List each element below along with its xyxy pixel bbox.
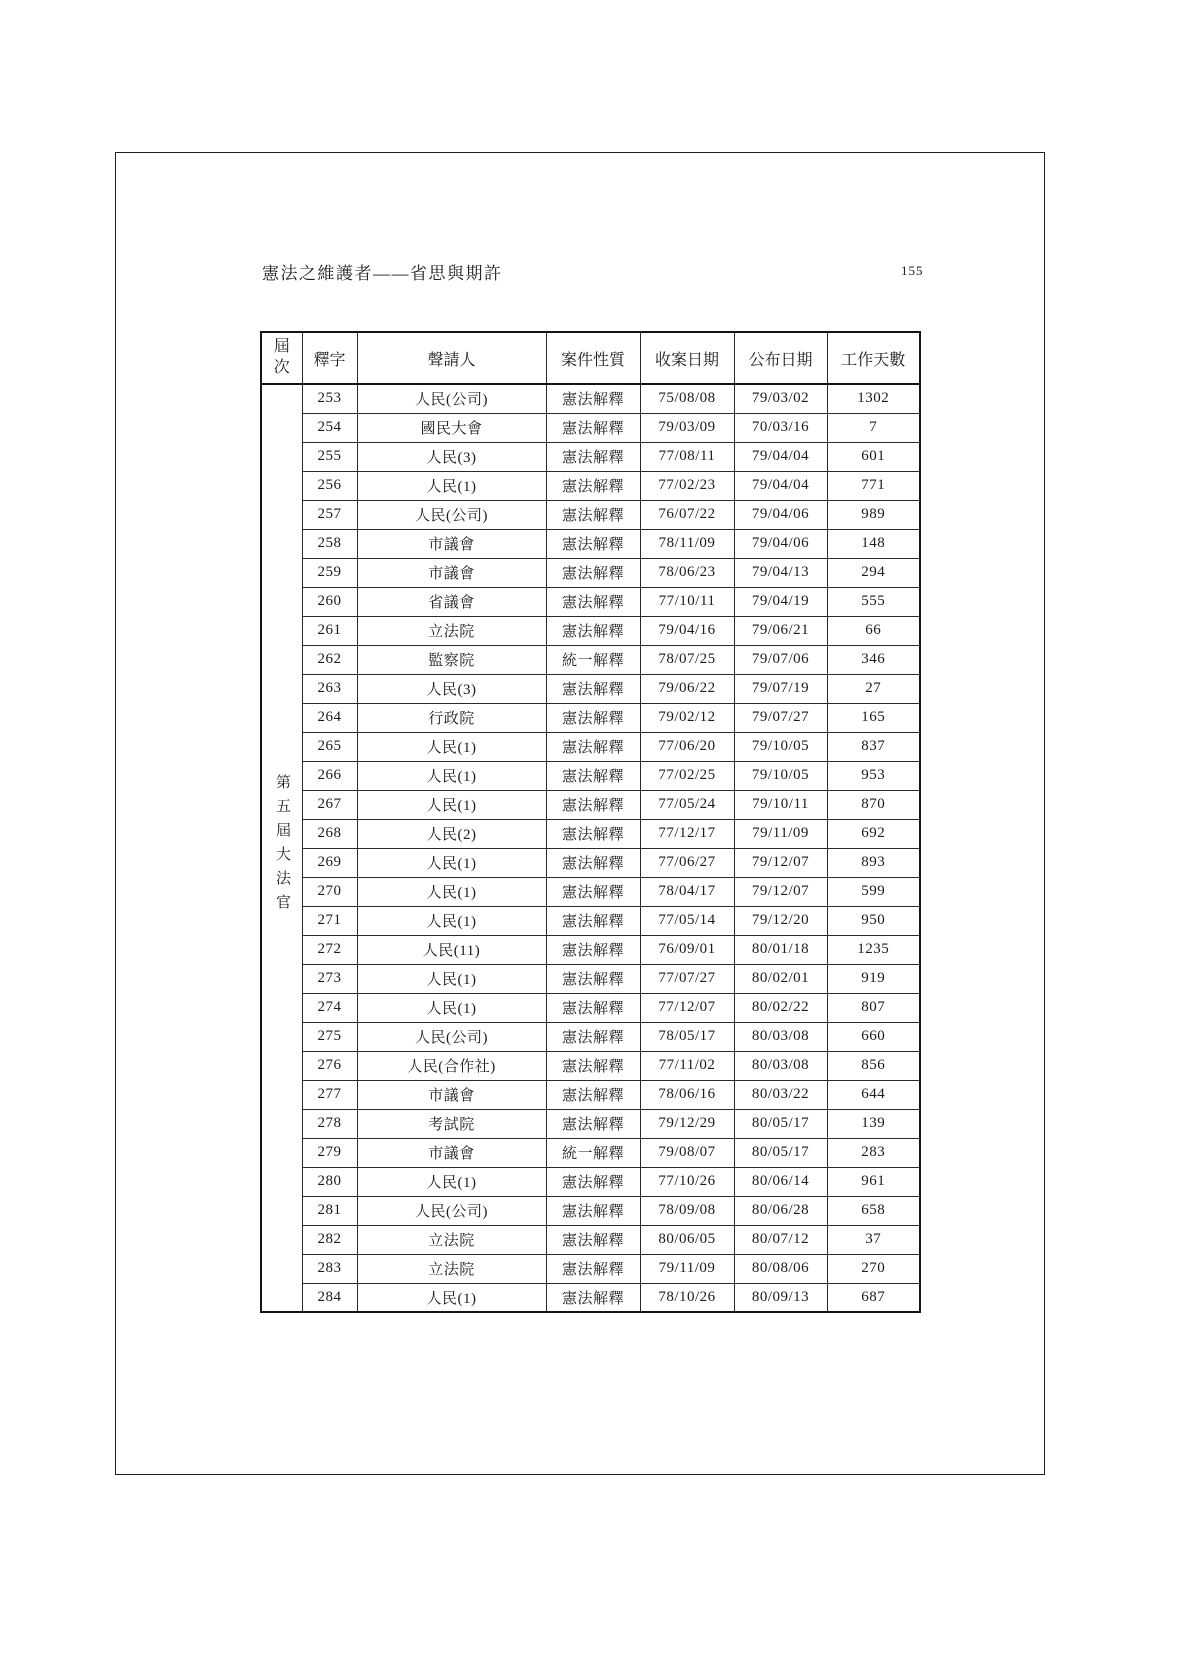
era-label-cell — [261, 384, 302, 1312]
table-row — [261, 1109, 920, 1138]
cell-received: 78/10/26 — [640, 1283, 734, 1312]
cell-no: 261 — [302, 616, 357, 645]
cell-no: 270 — [302, 877, 357, 906]
cell-received: 78/07/25 — [640, 645, 734, 674]
cell-case-type: 憲法解釋 — [546, 1051, 640, 1080]
cell-no: 266 — [302, 761, 357, 790]
cell-received: 77/11/02 — [640, 1051, 734, 1080]
table-row — [261, 935, 920, 964]
cell-no: 258 — [302, 529, 357, 558]
cell-no: 263 — [302, 674, 357, 703]
cell-case-type: 憲法解釋 — [546, 848, 640, 877]
cell-received: 77/02/25 — [640, 761, 734, 790]
cell-work-days: 953 — [827, 761, 920, 790]
cell-applicant: 人民(1) — [357, 1167, 546, 1196]
cell-published: 80/08/06 — [734, 1254, 827, 1283]
cell-no: 262 — [302, 645, 357, 674]
cell-received: 78/05/17 — [640, 1022, 734, 1051]
cell-published: 80/06/28 — [734, 1196, 827, 1225]
cell-received: 77/05/14 — [640, 906, 734, 935]
cell-no: 274 — [302, 993, 357, 1022]
cell-applicant: 立法院 — [357, 1225, 546, 1254]
table-row — [261, 993, 920, 1022]
cell-work-days: 837 — [827, 732, 920, 761]
cell-published: 80/03/08 — [734, 1022, 827, 1051]
cell-case-type: 憲法解釋 — [546, 1283, 640, 1312]
cell-applicant: 監察院 — [357, 645, 546, 674]
table-row — [261, 500, 920, 529]
cell-work-days: 1302 — [827, 384, 920, 413]
cell-published: 79/07/19 — [734, 674, 827, 703]
table-row — [261, 616, 920, 645]
cell-received: 78/11/09 — [640, 529, 734, 558]
cell-case-type: 憲法解釋 — [546, 732, 640, 761]
cell-case-type: 憲法解釋 — [546, 1196, 640, 1225]
cell-no: 259 — [302, 558, 357, 587]
table-row — [261, 1196, 920, 1225]
table-row — [261, 1080, 920, 1109]
cell-applicant: 考試院 — [357, 1109, 546, 1138]
cell-applicant: 人民(1) — [357, 964, 546, 993]
cell-work-days: 7 — [827, 413, 920, 442]
col-header-received: 收案日期 — [640, 332, 734, 384]
cell-received: 77/07/27 — [640, 964, 734, 993]
cell-applicant: 人民(1) — [357, 732, 546, 761]
cell-case-type: 憲法解釋 — [546, 1167, 640, 1196]
cell-received: 77/10/11 — [640, 587, 734, 616]
cell-published: 80/05/17 — [734, 1109, 827, 1138]
cell-case-type: 憲法解釋 — [546, 471, 640, 500]
cell-no: 267 — [302, 790, 357, 819]
cell-published: 80/09/13 — [734, 1283, 827, 1312]
cell-applicant: 人民(公司) — [357, 1022, 546, 1051]
cell-case-type: 憲法解釋 — [546, 906, 640, 935]
cell-applicant: 立法院 — [357, 616, 546, 645]
cell-no: 276 — [302, 1051, 357, 1080]
cell-work-days: 856 — [827, 1051, 920, 1080]
cell-no: 257 — [302, 500, 357, 529]
cell-applicant: 人民(1) — [357, 761, 546, 790]
cell-work-days: 148 — [827, 529, 920, 558]
table-row — [261, 819, 920, 848]
cell-published: 79/12/07 — [734, 877, 827, 906]
cell-no: 280 — [302, 1167, 357, 1196]
table-row — [261, 877, 920, 906]
cell-case-type: 統一解釋 — [546, 1138, 640, 1167]
table-header-row — [261, 332, 920, 384]
cell-received: 77/06/27 — [640, 848, 734, 877]
cell-published: 80/01/18 — [734, 935, 827, 964]
cell-received: 79/03/09 — [640, 413, 734, 442]
cell-applicant: 人民(合作社) — [357, 1051, 546, 1080]
col-header-applicant: 聲請人 — [357, 332, 546, 384]
cell-published: 79/04/04 — [734, 471, 827, 500]
cell-no: 253 — [302, 384, 357, 413]
cell-case-type: 憲法解釋 — [546, 761, 640, 790]
cell-case-type: 憲法解釋 — [546, 674, 640, 703]
cell-published: 79/12/20 — [734, 906, 827, 935]
cell-published: 79/10/11 — [734, 790, 827, 819]
cell-work-days: 660 — [827, 1022, 920, 1051]
cell-work-days: 1235 — [827, 935, 920, 964]
cell-case-type: 憲法解釋 — [546, 1022, 640, 1051]
cell-no: 260 — [302, 587, 357, 616]
cell-no: 283 — [302, 1254, 357, 1283]
table-row — [261, 587, 920, 616]
table-row — [261, 384, 920, 413]
cell-received: 77/12/07 — [640, 993, 734, 1022]
interpretations-table — [260, 331, 921, 1313]
cell-published: 79/07/27 — [734, 703, 827, 732]
cell-received: 78/06/16 — [640, 1080, 734, 1109]
table-row — [261, 1051, 920, 1080]
cell-published: 79/04/19 — [734, 587, 827, 616]
cell-published: 80/06/14 — [734, 1167, 827, 1196]
cell-case-type: 憲法解釋 — [546, 616, 640, 645]
table-row — [261, 645, 920, 674]
cell-applicant: 市議會 — [357, 1080, 546, 1109]
col-header-no: 釋字 — [302, 332, 357, 384]
cell-case-type: 憲法解釋 — [546, 819, 640, 848]
cell-published: 79/04/06 — [734, 529, 827, 558]
cell-received: 79/11/09 — [640, 1254, 734, 1283]
cell-published: 79/04/04 — [734, 442, 827, 471]
cell-work-days: 870 — [827, 790, 920, 819]
cell-case-type: 憲法解釋 — [546, 500, 640, 529]
cell-received: 79/08/07 — [640, 1138, 734, 1167]
cell-no: 272 — [302, 935, 357, 964]
era-label: 第五屆大法官 — [274, 773, 290, 918]
cell-case-type: 憲法解釋 — [546, 413, 640, 442]
cell-applicant: 人民(公司) — [357, 384, 546, 413]
cell-published: 80/03/22 — [734, 1080, 827, 1109]
cell-applicant: 人民(2) — [357, 819, 546, 848]
cell-published: 79/03/02 — [734, 384, 827, 413]
cell-work-days: 27 — [827, 674, 920, 703]
cell-no: 268 — [302, 819, 357, 848]
cell-received: 75/08/08 — [640, 384, 734, 413]
cell-case-type: 憲法解釋 — [546, 587, 640, 616]
cell-no: 279 — [302, 1138, 357, 1167]
cell-case-type: 憲法解釋 — [546, 1109, 640, 1138]
cell-published: 80/02/22 — [734, 993, 827, 1022]
cell-received: 77/12/17 — [640, 819, 734, 848]
cell-received: 77/08/11 — [640, 442, 734, 471]
cell-work-days: 807 — [827, 993, 920, 1022]
cell-published: 79/07/06 — [734, 645, 827, 674]
cell-applicant: 國民大會 — [357, 413, 546, 442]
cell-published: 80/05/17 — [734, 1138, 827, 1167]
cell-work-days: 346 — [827, 645, 920, 674]
cell-received: 79/02/12 — [640, 703, 734, 732]
cell-work-days: 601 — [827, 442, 920, 471]
table-row — [261, 761, 920, 790]
cell-case-type: 憲法解釋 — [546, 1254, 640, 1283]
cell-applicant: 市議會 — [357, 529, 546, 558]
cell-applicant: 人民(1) — [357, 877, 546, 906]
table-row — [261, 1254, 920, 1283]
table-row — [261, 732, 920, 761]
table-body — [261, 384, 920, 1312]
cell-received: 77/02/23 — [640, 471, 734, 500]
cell-case-type: 憲法解釋 — [546, 442, 640, 471]
cell-applicant: 人民(3) — [357, 442, 546, 471]
cell-received: 78/09/08 — [640, 1196, 734, 1225]
cell-received: 80/06/05 — [640, 1225, 734, 1254]
cell-work-days: 919 — [827, 964, 920, 993]
cell-applicant: 人民(公司) — [357, 1196, 546, 1225]
cell-no: 255 — [302, 442, 357, 471]
cell-work-days: 283 — [827, 1138, 920, 1167]
cell-published: 79/06/21 — [734, 616, 827, 645]
cell-received: 76/07/22 — [640, 500, 734, 529]
table-row — [261, 1138, 920, 1167]
cell-work-days: 687 — [827, 1283, 920, 1312]
running-head-title: 憲法之維護者——省思與期許 — [262, 264, 503, 283]
cell-work-days: 989 — [827, 500, 920, 529]
cell-case-type: 憲法解釋 — [546, 790, 640, 819]
cell-case-type: 憲法解釋 — [546, 1080, 640, 1109]
table-row — [261, 964, 920, 993]
cell-no: 278 — [302, 1109, 357, 1138]
cell-applicant: 市議會 — [357, 1138, 546, 1167]
cell-received: 79/06/22 — [640, 674, 734, 703]
cell-received: 77/10/26 — [640, 1167, 734, 1196]
cell-applicant: 人民(1) — [357, 906, 546, 935]
cell-published: 79/11/09 — [734, 819, 827, 848]
cell-applicant: 人民(公司) — [357, 500, 546, 529]
cell-no: 273 — [302, 964, 357, 993]
cell-received: 79/12/29 — [640, 1109, 734, 1138]
cell-applicant: 人民(1) — [357, 1283, 546, 1312]
cell-no: 271 — [302, 906, 357, 935]
table-row — [261, 848, 920, 877]
cell-work-days: 658 — [827, 1196, 920, 1225]
cell-work-days: 961 — [827, 1167, 920, 1196]
cell-work-days: 270 — [827, 1254, 920, 1283]
cell-no: 281 — [302, 1196, 357, 1225]
col-header-work-days: 工作天數 — [827, 332, 920, 384]
cell-received: 77/06/20 — [640, 732, 734, 761]
cell-case-type: 憲法解釋 — [546, 529, 640, 558]
table-header — [261, 332, 920, 384]
cell-published: 79/04/13 — [734, 558, 827, 587]
cell-applicant: 行政院 — [357, 703, 546, 732]
cell-applicant: 人民(1) — [357, 790, 546, 819]
cell-no: 277 — [302, 1080, 357, 1109]
cell-work-days: 950 — [827, 906, 920, 935]
cell-received: 79/04/16 — [640, 616, 734, 645]
cell-published: 80/02/01 — [734, 964, 827, 993]
cell-work-days: 692 — [827, 819, 920, 848]
col-header-case-type: 案件性質 — [546, 332, 640, 384]
cell-case-type: 憲法解釋 — [546, 558, 640, 587]
cell-received: 77/05/24 — [640, 790, 734, 819]
col-header-era: 屆次 — [261, 332, 302, 384]
cell-received: 76/09/01 — [640, 935, 734, 964]
cell-work-days: 66 — [827, 616, 920, 645]
cell-no: 265 — [302, 732, 357, 761]
cell-published: 79/10/05 — [734, 761, 827, 790]
cell-work-days: 139 — [827, 1109, 920, 1138]
cell-no: 275 — [302, 1022, 357, 1051]
cell-published: 80/03/08 — [734, 1051, 827, 1080]
cell-work-days: 165 — [827, 703, 920, 732]
cell-work-days: 893 — [827, 848, 920, 877]
cell-work-days: 771 — [827, 471, 920, 500]
cell-published: 70/03/16 — [734, 413, 827, 442]
cell-case-type: 憲法解釋 — [546, 964, 640, 993]
cell-received: 78/06/23 — [640, 558, 734, 587]
cell-applicant: 人民(1) — [357, 471, 546, 500]
cell-case-type: 憲法解釋 — [546, 384, 640, 413]
cell-no: 282 — [302, 1225, 357, 1254]
table-row — [261, 1283, 920, 1312]
table-row — [261, 703, 920, 732]
cell-case-type: 憲法解釋 — [546, 877, 640, 906]
col-header-published: 公布日期 — [734, 332, 827, 384]
cell-no: 264 — [302, 703, 357, 732]
cell-no: 284 — [302, 1283, 357, 1312]
cell-no: 269 — [302, 848, 357, 877]
cell-applicant: 人民(11) — [357, 935, 546, 964]
page-number: 155 — [901, 263, 924, 278]
cell-work-days: 37 — [827, 1225, 920, 1254]
cell-applicant: 人民(3) — [357, 674, 546, 703]
table-row — [261, 558, 920, 587]
cell-work-days: 644 — [827, 1080, 920, 1109]
table-row — [261, 413, 920, 442]
table-row — [261, 674, 920, 703]
cell-case-type: 憲法解釋 — [546, 703, 640, 732]
cell-no: 254 — [302, 413, 357, 442]
cell-work-days: 599 — [827, 877, 920, 906]
cell-no: 256 — [302, 471, 357, 500]
table-row — [261, 1167, 920, 1196]
cell-applicant: 省議會 — [357, 587, 546, 616]
cell-applicant: 市議會 — [357, 558, 546, 587]
cell-case-type: 憲法解釋 — [546, 993, 640, 1022]
cell-published: 79/12/07 — [734, 848, 827, 877]
cell-published: 79/04/06 — [734, 500, 827, 529]
table-row — [261, 442, 920, 471]
cell-case-type: 憲法解釋 — [546, 935, 640, 964]
table-row — [261, 471, 920, 500]
table-row — [261, 1225, 920, 1254]
cell-applicant: 人民(1) — [357, 993, 546, 1022]
cell-work-days: 294 — [827, 558, 920, 587]
cell-received: 78/04/17 — [640, 877, 734, 906]
table-row — [261, 906, 920, 935]
table-row — [261, 1022, 920, 1051]
cell-published: 79/10/05 — [734, 732, 827, 761]
cell-applicant: 立法院 — [357, 1254, 546, 1283]
cell-case-type: 憲法解釋 — [546, 1225, 640, 1254]
cell-work-days: 555 — [827, 587, 920, 616]
cell-published: 80/07/12 — [734, 1225, 827, 1254]
table-row — [261, 529, 920, 558]
cell-case-type: 統一解釋 — [546, 645, 640, 674]
table-row — [261, 790, 920, 819]
cell-applicant: 人民(1) — [357, 848, 546, 877]
